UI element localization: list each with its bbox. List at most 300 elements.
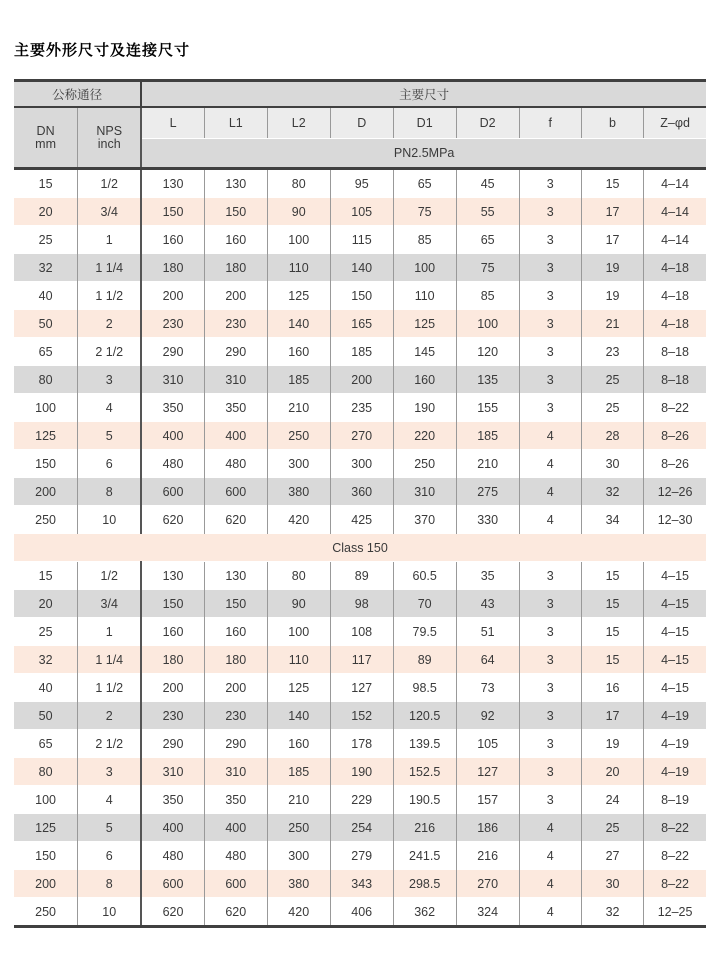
cell-d: 343 <box>330 870 393 898</box>
cell-z-phi-d: 4–18 <box>644 310 706 338</box>
cell-l: 350 <box>141 786 204 814</box>
cell-z-phi-d: 4–14 <box>644 169 706 198</box>
cell-nps: 5 <box>78 814 142 842</box>
cell-b: 17 <box>581 226 643 254</box>
cell-l2: 185 <box>267 758 330 786</box>
cell-nps: 1 1/2 <box>78 674 142 702</box>
cell-l: 620 <box>141 506 204 534</box>
cell-f: 3 <box>519 646 581 674</box>
cell-l1: 130 <box>204 562 267 590</box>
cell-b: 15 <box>581 646 643 674</box>
table-row <box>14 310 706 338</box>
cell-nps: 4 <box>78 786 142 814</box>
cell-d2: 270 <box>456 870 519 898</box>
cell-d2: 73 <box>456 674 519 702</box>
group-header-main-dimensions: 主要尺寸 <box>141 81 706 108</box>
cell-f: 4 <box>519 898 581 927</box>
cell-dn: 65 <box>14 730 78 758</box>
cell-d2: 105 <box>456 730 519 758</box>
cell-l: 620 <box>141 898 204 927</box>
cell-d2: 100 <box>456 310 519 338</box>
cell-d1: 190.5 <box>393 786 456 814</box>
cell-l1: 310 <box>204 758 267 786</box>
table-row <box>14 842 706 870</box>
cell-dn: 40 <box>14 674 78 702</box>
cell-d: 254 <box>330 814 393 842</box>
cell-d1: 145 <box>393 338 456 366</box>
cell-l2: 140 <box>267 702 330 730</box>
cell-l2: 160 <box>267 338 330 366</box>
table-row <box>14 646 706 674</box>
cell-d1: 362 <box>393 898 456 927</box>
cell-l1: 400 <box>204 814 267 842</box>
group-header-nominal-diameter: 公称通径 <box>14 81 141 108</box>
cell-d2: 65 <box>456 226 519 254</box>
cell-f: 3 <box>519 226 581 254</box>
cell-z-phi-d: 4–18 <box>644 254 706 282</box>
cell-d: 185 <box>330 338 393 366</box>
cell-z-phi-d: 4–19 <box>644 702 706 730</box>
cell-nps: 1/2 <box>78 562 142 590</box>
table-row <box>14 226 706 254</box>
col-header-d: D <box>330 107 393 139</box>
cell-z-phi-d: 8–19 <box>644 786 706 814</box>
cell-dn: 150 <box>14 450 78 478</box>
col-header-nps <box>78 107 142 169</box>
cell-z-phi-d: 8–18 <box>644 366 706 394</box>
table-row <box>14 898 706 927</box>
nps-unit: inch <box>97 136 121 151</box>
cell-dn: 100 <box>14 786 78 814</box>
cell-l2: 80 <box>267 169 330 198</box>
cell-l: 480 <box>141 842 204 870</box>
cell-l1: 600 <box>204 478 267 506</box>
cell-f: 3 <box>519 702 581 730</box>
cell-d: 150 <box>330 282 393 310</box>
cell-l2: 140 <box>267 310 330 338</box>
cell-f: 4 <box>519 870 581 898</box>
cell-f: 4 <box>519 450 581 478</box>
cell-d: 279 <box>330 842 393 870</box>
cell-z-phi-d: 4–14 <box>644 198 706 226</box>
cell-f: 3 <box>519 282 581 310</box>
cell-d2: 85 <box>456 282 519 310</box>
cell-dn: 125 <box>14 814 78 842</box>
cell-l: 180 <box>141 646 204 674</box>
cell-nps: 8 <box>78 870 142 898</box>
col-header-d1: D1 <box>393 107 456 139</box>
cell-z-phi-d: 4–15 <box>644 562 706 590</box>
cell-l1: 150 <box>204 590 267 618</box>
cell-b: 25 <box>581 366 643 394</box>
cell-z-phi-d: 4–15 <box>644 590 706 618</box>
cell-nps: 1 1/4 <box>78 254 142 282</box>
dimensions-table <box>14 79 706 928</box>
cell-d: 229 <box>330 786 393 814</box>
cell-f: 3 <box>519 338 581 366</box>
cell-d1: 79.5 <box>393 618 456 646</box>
cell-z-phi-d: 4–15 <box>644 618 706 646</box>
cell-d: 117 <box>330 646 393 674</box>
cell-z-phi-d: 8–22 <box>644 394 706 422</box>
col-header-b: b <box>581 107 643 139</box>
cell-nps: 6 <box>78 450 142 478</box>
cell-l2: 300 <box>267 842 330 870</box>
section-label-pn25: PN2.5MPa <box>141 139 706 169</box>
cell-f: 3 <box>519 562 581 590</box>
cell-d1: 139.5 <box>393 730 456 758</box>
cell-l1: 350 <box>204 786 267 814</box>
cell-l: 350 <box>141 394 204 422</box>
cell-l1: 180 <box>204 646 267 674</box>
col-header-l1: L1 <box>204 107 267 139</box>
cell-l2: 160 <box>267 730 330 758</box>
table-row <box>14 198 706 226</box>
cell-l1: 290 <box>204 338 267 366</box>
table-row <box>14 254 706 282</box>
table-row <box>14 394 706 422</box>
cell-nps: 2 1/2 <box>78 730 142 758</box>
cell-d: 140 <box>330 254 393 282</box>
cell-d1: 70 <box>393 590 456 618</box>
cell-l1: 230 <box>204 702 267 730</box>
cell-d1: 190 <box>393 394 456 422</box>
cell-l1: 480 <box>204 450 267 478</box>
cell-f: 4 <box>519 506 581 534</box>
cell-d: 406 <box>330 898 393 927</box>
cell-nps: 1 1/2 <box>78 282 142 310</box>
cell-d: 270 <box>330 422 393 450</box>
cell-b: 34 <box>581 506 643 534</box>
cell-b: 23 <box>581 338 643 366</box>
col-header-dn <box>14 107 78 169</box>
cell-d1: 75 <box>393 198 456 226</box>
cell-b: 19 <box>581 282 643 310</box>
cell-dn: 25 <box>14 226 78 254</box>
cell-f: 3 <box>519 674 581 702</box>
cell-z-phi-d: 8–22 <box>644 870 706 898</box>
cell-f: 3 <box>519 618 581 646</box>
cell-nps: 3/4 <box>78 590 142 618</box>
page-title: 主要外形尺寸及连接尺寸 <box>14 42 191 59</box>
cell-d1: 160 <box>393 366 456 394</box>
cell-dn: 150 <box>14 842 78 870</box>
cell-nps: 1 <box>78 618 142 646</box>
cell-z-phi-d: 12–25 <box>644 898 706 927</box>
cell-nps: 2 <box>78 310 142 338</box>
cell-z-phi-d: 8–22 <box>644 814 706 842</box>
cell-d1: 89 <box>393 646 456 674</box>
cell-l2: 110 <box>267 254 330 282</box>
cell-z-phi-d: 8–22 <box>644 842 706 870</box>
cell-l: 600 <box>141 870 204 898</box>
cell-z-phi-d: 8–26 <box>644 450 706 478</box>
cell-l2: 380 <box>267 870 330 898</box>
cell-l1: 160 <box>204 226 267 254</box>
cell-nps: 5 <box>78 422 142 450</box>
cell-dn: 25 <box>14 618 78 646</box>
cell-l: 230 <box>141 702 204 730</box>
cell-l1: 150 <box>204 198 267 226</box>
col-header-l2: L2 <box>267 107 330 139</box>
cell-dn: 20 <box>14 590 78 618</box>
cell-f: 4 <box>519 422 581 450</box>
cell-nps: 10 <box>78 898 142 927</box>
cell-dn: 50 <box>14 310 78 338</box>
cell-z-phi-d: 8–26 <box>644 422 706 450</box>
cell-l2: 210 <box>267 786 330 814</box>
cell-b: 15 <box>581 590 643 618</box>
cell-b: 25 <box>581 814 643 842</box>
cell-l: 480 <box>141 450 204 478</box>
cell-d1: 370 <box>393 506 456 534</box>
table-row <box>14 814 706 842</box>
cell-nps: 2 1/2 <box>78 338 142 366</box>
cell-l: 200 <box>141 674 204 702</box>
cell-d: 98 <box>330 590 393 618</box>
cell-nps: 3 <box>78 758 142 786</box>
cell-l: 400 <box>141 422 204 450</box>
cell-d2: 43 <box>456 590 519 618</box>
cell-d: 89 <box>330 562 393 590</box>
table-row <box>14 562 706 590</box>
cell-dn: 125 <box>14 422 78 450</box>
cell-l1: 290 <box>204 730 267 758</box>
cell-l1: 350 <box>204 394 267 422</box>
cell-dn: 250 <box>14 898 78 927</box>
cell-d2: 75 <box>456 254 519 282</box>
cell-l2: 420 <box>267 898 330 927</box>
cell-l: 290 <box>141 338 204 366</box>
cell-d: 165 <box>330 310 393 338</box>
cell-dn: 50 <box>14 702 78 730</box>
col-header-l: L <box>141 107 204 139</box>
cell-d: 300 <box>330 450 393 478</box>
cell-b: 32 <box>581 898 643 927</box>
cell-b: 21 <box>581 310 643 338</box>
col-header-z-phi-d: Z–φd <box>644 107 706 139</box>
cell-d: 105 <box>330 198 393 226</box>
cell-d1: 241.5 <box>393 842 456 870</box>
cell-nps: 1 <box>78 226 142 254</box>
cell-l: 130 <box>141 562 204 590</box>
cell-d2: 35 <box>456 562 519 590</box>
cell-f: 3 <box>519 758 581 786</box>
cell-nps: 3/4 <box>78 198 142 226</box>
table-row <box>14 786 706 814</box>
cell-d2: 127 <box>456 758 519 786</box>
cell-l1: 200 <box>204 282 267 310</box>
cell-d1: 60.5 <box>393 562 456 590</box>
cell-z-phi-d: 12–26 <box>644 478 706 506</box>
cell-l: 400 <box>141 814 204 842</box>
cell-l1: 600 <box>204 870 267 898</box>
cell-b: 15 <box>581 169 643 198</box>
cell-d1: 85 <box>393 226 456 254</box>
cell-b: 28 <box>581 422 643 450</box>
table-body <box>14 169 706 927</box>
table-row <box>14 450 706 478</box>
cell-b: 16 <box>581 674 643 702</box>
cell-f: 3 <box>519 590 581 618</box>
cell-l1: 620 <box>204 898 267 927</box>
cell-f: 3 <box>519 394 581 422</box>
group-header-row <box>14 81 706 108</box>
cell-b: 27 <box>581 842 643 870</box>
cell-d2: 45 <box>456 169 519 198</box>
cell-z-phi-d: 4–19 <box>644 758 706 786</box>
cell-d: 200 <box>330 366 393 394</box>
cell-dn: 40 <box>14 282 78 310</box>
cell-l1: 180 <box>204 254 267 282</box>
table-row <box>14 478 706 506</box>
cell-b: 20 <box>581 758 643 786</box>
cell-z-phi-d: 4–18 <box>644 282 706 310</box>
cell-f: 3 <box>519 254 581 282</box>
cell-d1: 220 <box>393 422 456 450</box>
cell-f: 3 <box>519 169 581 198</box>
dim-header-row <box>14 107 706 139</box>
cell-l1: 130 <box>204 169 267 198</box>
cell-l1: 480 <box>204 842 267 870</box>
cell-l2: 125 <box>267 282 330 310</box>
cell-b: 17 <box>581 198 643 226</box>
cell-d1: 298.5 <box>393 870 456 898</box>
cell-dn: 200 <box>14 870 78 898</box>
cell-b: 17 <box>581 702 643 730</box>
table-row <box>14 422 706 450</box>
cell-nps: 2 <box>78 702 142 730</box>
cell-l2: 300 <box>267 450 330 478</box>
table-row <box>14 366 706 394</box>
cell-z-phi-d: 4–15 <box>644 646 706 674</box>
cell-l1: 230 <box>204 310 267 338</box>
cell-nps: 6 <box>78 842 142 870</box>
cell-f: 4 <box>519 814 581 842</box>
cell-l: 150 <box>141 590 204 618</box>
cell-nps: 10 <box>78 506 142 534</box>
cell-dn: 80 <box>14 366 78 394</box>
cell-d1: 216 <box>393 814 456 842</box>
cell-b: 30 <box>581 870 643 898</box>
cell-l2: 80 <box>267 562 330 590</box>
page <box>0 42 720 965</box>
cell-l: 230 <box>141 310 204 338</box>
cell-d: 425 <box>330 506 393 534</box>
cell-l2: 250 <box>267 422 330 450</box>
table-row <box>14 702 706 730</box>
cell-d2: 92 <box>456 702 519 730</box>
section-band-row <box>14 534 706 562</box>
cell-z-phi-d: 8–18 <box>644 338 706 366</box>
cell-d2: 55 <box>456 198 519 226</box>
cell-nps: 4 <box>78 394 142 422</box>
cell-b: 25 <box>581 394 643 422</box>
cell-d1: 98.5 <box>393 674 456 702</box>
cell-d: 178 <box>330 730 393 758</box>
dn-label: DN <box>36 123 55 138</box>
cell-l2: 90 <box>267 590 330 618</box>
cell-f: 3 <box>519 366 581 394</box>
cell-l1: 400 <box>204 422 267 450</box>
cell-d2: 64 <box>456 646 519 674</box>
cell-l2: 210 <box>267 394 330 422</box>
cell-z-phi-d: 12–30 <box>644 506 706 534</box>
cell-l2: 100 <box>267 618 330 646</box>
col-header-f: f <box>519 107 581 139</box>
cell-l1: 200 <box>204 674 267 702</box>
section-label-class150: Class 150 <box>14 534 706 562</box>
cell-d1: 110 <box>393 282 456 310</box>
cell-l: 150 <box>141 198 204 226</box>
cell-d2: 185 <box>456 422 519 450</box>
cell-dn: 15 <box>14 169 78 198</box>
cell-dn: 32 <box>14 646 78 674</box>
cell-d2: 210 <box>456 450 519 478</box>
cell-f: 4 <box>519 478 581 506</box>
table-row <box>14 870 706 898</box>
cell-d: 152 <box>330 702 393 730</box>
cell-l2: 185 <box>267 366 330 394</box>
table-row <box>14 338 706 366</box>
nps-label: NPS <box>96 123 123 138</box>
cell-z-phi-d: 4–15 <box>644 674 706 702</box>
cell-l: 160 <box>141 618 204 646</box>
cell-d2: 275 <box>456 478 519 506</box>
cell-b: 19 <box>581 730 643 758</box>
cell-d1: 250 <box>393 450 456 478</box>
cell-l2: 250 <box>267 814 330 842</box>
cell-d: 190 <box>330 758 393 786</box>
cell-nps: 3 <box>78 366 142 394</box>
cell-l2: 380 <box>267 478 330 506</box>
cell-d2: 120 <box>456 338 519 366</box>
cell-d: 108 <box>330 618 393 646</box>
cell-d1: 125 <box>393 310 456 338</box>
cell-f: 4 <box>519 842 581 870</box>
cell-nps: 8 <box>78 478 142 506</box>
cell-f: 3 <box>519 310 581 338</box>
cell-l1: 310 <box>204 366 267 394</box>
cell-dn: 20 <box>14 198 78 226</box>
cell-b: 19 <box>581 254 643 282</box>
table-row <box>14 674 706 702</box>
table-row <box>14 282 706 310</box>
cell-d2: 324 <box>456 898 519 927</box>
table-row <box>14 758 706 786</box>
cell-z-phi-d: 4–19 <box>644 730 706 758</box>
cell-l2: 420 <box>267 506 330 534</box>
cell-d2: 157 <box>456 786 519 814</box>
cell-l: 600 <box>141 478 204 506</box>
cell-d2: 155 <box>456 394 519 422</box>
table-row <box>14 618 706 646</box>
cell-l: 310 <box>141 758 204 786</box>
cell-d1: 65 <box>393 169 456 198</box>
cell-l2: 110 <box>267 646 330 674</box>
cell-b: 24 <box>581 786 643 814</box>
cell-b: 30 <box>581 450 643 478</box>
cell-l: 180 <box>141 254 204 282</box>
cell-d: 115 <box>330 226 393 254</box>
table-row <box>14 590 706 618</box>
dn-unit: mm <box>35 136 56 151</box>
cell-d: 127 <box>330 674 393 702</box>
cell-dn: 32 <box>14 254 78 282</box>
table-row <box>14 730 706 758</box>
col-header-d2: D2 <box>456 107 519 139</box>
cell-f: 3 <box>519 198 581 226</box>
